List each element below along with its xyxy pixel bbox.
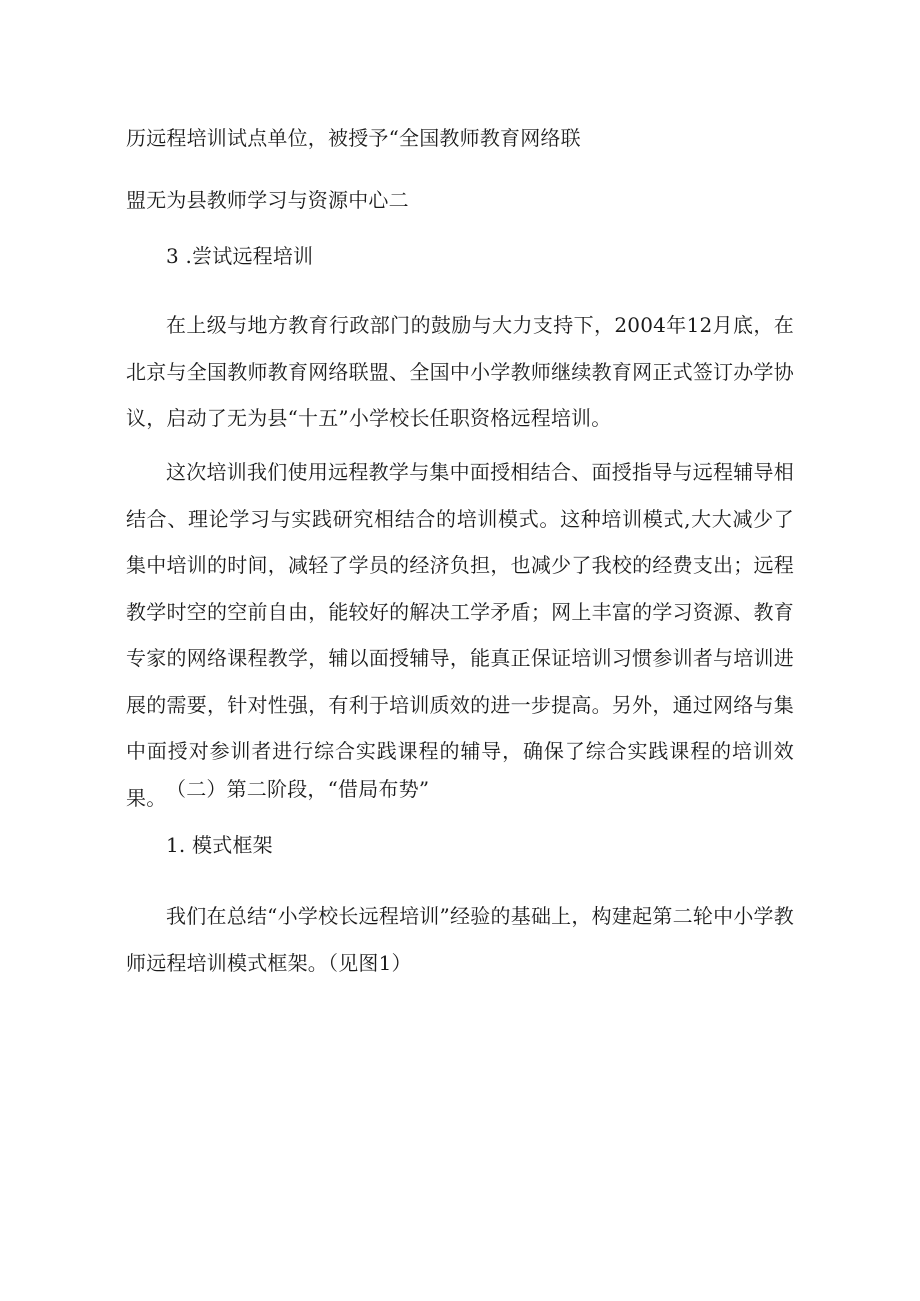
- section-title: （二）第二阶段，“借局布势”: [166, 777, 430, 801]
- subsection-heading: 1. 模式框架: [166, 833, 273, 857]
- paragraph: 我们在总结“小学校长远程培训”经验的基础上，构建起第二轮中小学教师远程培训模式框架。（见图1）: [126, 904, 794, 975]
- paragraph: 这次培训我们使用远程教学与集中面授相结合、面授指导与远程辅导相结合、理论学习与实践研究相结合的培训模式。这种培训模式,大大减少了集中培训的时间，减轻了学员的经济负担，也减少了我校的经费支出；远程教学时空的空前自由，能较好的解决工学矛盾；网上丰富的学习资源、教育专家的网络课程教学，辅以面授辅导，能真正保证培训习惯参训者与培训进展的需要，针对性强，有利于培训质效的进一步提高。另外，通过网络与集中面授对参训者进行综合实践课程的辅导，确保了综合实践课程的培训效果。: [126, 460, 794, 810]
- paragraph: 在上级与地方教育行政部门的鼓励与大力支持下，2004年12月底，在北京与全国教师教育网络联盟、全国中小学教师继续教育网正式签订办学协议，启动了无为县“十五”小学校长任职资格远程培训。: [126, 313, 794, 430]
- section-heading: 3 .尝试远程培训: [166, 244, 314, 268]
- text-line: 历远程培训试点单位，被授予“全国教师教育网络联: [126, 126, 581, 150]
- text-line: 盟无为县教师学习与资源中心二: [126, 188, 409, 212]
